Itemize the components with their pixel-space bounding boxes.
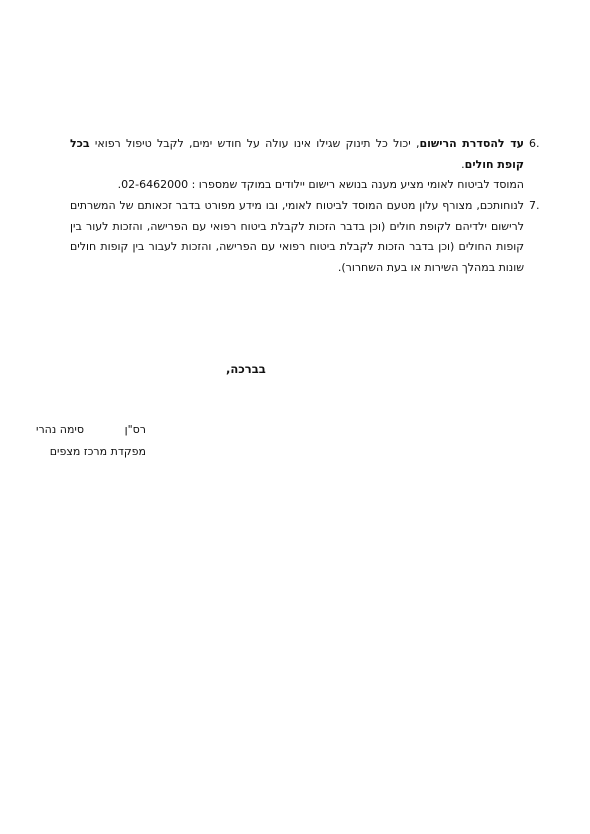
item-7-text: לנוחותכם, מצורף עלון מטעם המוסד לביטוח לאומי, ובו מידע מפורט בדבר זכאותם של המשרתים לרישום ילדיהם לקופת חולים (וכן בדבר הזכות לקבלת ביטוח רפואי עם הפרישה, והזכות לעור בין קופות החולים (וכן בדבר הזכות לקבלת ביטוח רפואי עם הפרישה, והזכות לעבור בין קופות חולים שונות במהלך השירות או בעת השחרור).	[70, 199, 524, 274]
item-6-line-2	[70, 175, 524, 196]
bold-lead: עד להסדרת הרישום	[419, 137, 524, 150]
signature-name-row	[36, 419, 146, 441]
item-number: 7.	[529, 199, 540, 212]
hotline-text: המוסד לביטוח לאומי מציע מענה בנושא רישום יילודים במוקד שמספרו :	[188, 178, 524, 191]
signature-name: סימה נהרי	[36, 423, 85, 436]
signature-title: מפקדת מרכז מצפים	[49, 445, 146, 458]
item-6-text: , יכול כל תינוק שגילו אינו עולה על חודש ימים, לקבל טיפול רפואי	[89, 137, 420, 150]
item-number: 6.	[529, 137, 540, 150]
signature-block	[36, 419, 146, 463]
closing-greeting: בברכה,	[226, 362, 266, 376]
list-item-6	[70, 134, 540, 196]
list-item-7	[70, 196, 540, 278]
phone-number: 02-6462000	[121, 178, 189, 191]
hotline-end: .	[117, 178, 122, 191]
item-6-end: .	[461, 157, 465, 171]
bold-tail: בכל קופת חולים	[70, 137, 524, 171]
signature-rank: רס"ן	[124, 423, 146, 436]
item-6-line-1	[70, 134, 524, 175]
